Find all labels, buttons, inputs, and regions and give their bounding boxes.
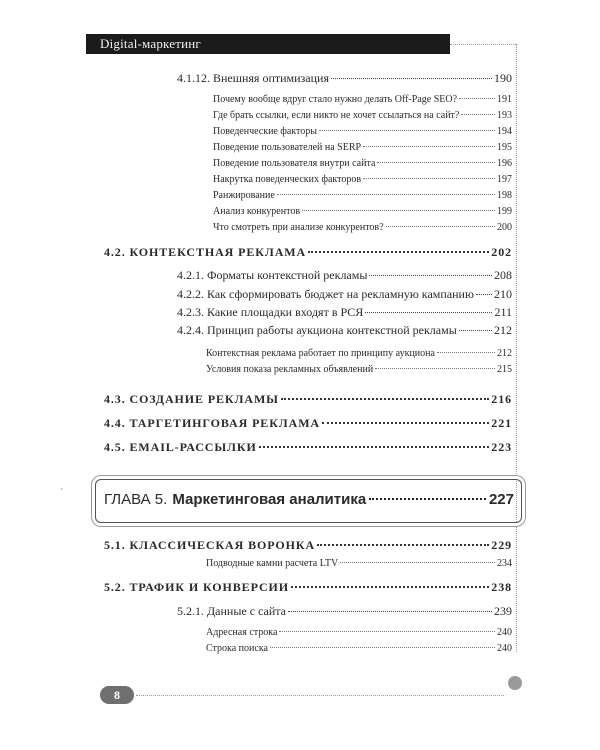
toc-section-title: 4.4. ТАРГЕТИНГОВАЯ РЕКЛАМА [104, 416, 320, 430]
toc-entry-page: 239 [494, 604, 512, 618]
dot-leader [259, 446, 490, 448]
toc-entry-4-2-4[interactable] [177, 323, 512, 338]
toc-section-4-2[interactable] [104, 245, 512, 260]
toc-section-page: 229 [491, 538, 512, 552]
dot-leader [363, 178, 495, 179]
dot-leader [279, 631, 495, 632]
dot-leader [288, 611, 492, 612]
toc-entry-page: 240 [497, 643, 512, 654]
dot-leader [377, 162, 495, 163]
dot-leader [365, 312, 492, 313]
toc-entry-page: 191 [497, 94, 512, 105]
dot-leader [270, 647, 495, 648]
toc-section-title: 4.2. КОНТЕКСТНАЯ РЕКЛАМА [104, 245, 307, 259]
dot-leader [459, 98, 495, 99]
toc-section-5-1[interactable] [104, 538, 512, 553]
toc-entry-title: Где брать ссылки, если никто не хочет ссылаться на сайт? [213, 110, 460, 121]
toc-subentry[interactable] [213, 142, 512, 153]
toc-subentry[interactable] [206, 627, 512, 638]
toc-entry-title: Строка поиска [206, 643, 268, 654]
toc-chapter-5[interactable] [104, 491, 514, 508]
dot-leader [375, 368, 495, 369]
toc-entry-title: Подводные камни расчета LTV [206, 558, 339, 569]
toc-entry-title: Что смотреть при анализе конкурентов? [213, 222, 384, 233]
toc-entry-title: 5.2.1. Данные с сайта [177, 604, 287, 618]
toc-entry-page: 210 [494, 287, 512, 301]
toc-entry-title: Ранжирование [213, 190, 275, 201]
toc-section-title: 4.3. СОЗДАНИЕ РЕКЛАМЫ [104, 392, 279, 406]
toc-entry-page: 199 [497, 206, 512, 217]
header-divider [450, 44, 516, 45]
toc-section-title: 5.2. ТРАФИК И КОНВЕРСИИ [104, 580, 289, 594]
toc-entry-page: 211 [494, 305, 512, 319]
dot-leader [369, 275, 492, 276]
toc-entry-page: 212 [497, 348, 512, 359]
toc-subentry[interactable] [206, 364, 512, 375]
toc-entry-page: 190 [494, 71, 512, 85]
dot-leader [322, 422, 489, 424]
dot-leader [476, 294, 492, 295]
toc-entry-4-2-2[interactable] [177, 287, 512, 302]
toc-entry-title: 4.2.4. Принцип работы аукциона контекстной рекламы [177, 323, 457, 337]
dot-leader [319, 130, 495, 131]
footer-divider [136, 695, 504, 696]
toc-entry-page: 194 [497, 126, 512, 137]
toc-subentry[interactable] [206, 643, 512, 654]
footer-circle-ornament [508, 676, 522, 690]
margin-rule [516, 44, 517, 652]
toc-section-page: 223 [491, 440, 512, 454]
toc-subentry[interactable] [213, 126, 512, 137]
dot-leader [369, 498, 486, 500]
toc-entry-title: 4.2.2. Как сформировать бюджет на рекламную кампанию [177, 287, 474, 301]
toc-entry-title: 4.2.3. Какие площадки входят в РСЯ [177, 305, 364, 319]
toc-entry-title: Поведенческие факторы [213, 126, 317, 137]
chapter-number: ГЛАВА 5. [104, 491, 168, 508]
dot-leader [340, 562, 495, 563]
toc-entry-page: 234 [497, 558, 512, 569]
toc-subentry[interactable] [213, 158, 512, 169]
toc-subentry[interactable] [213, 222, 512, 233]
toc-section-page: 202 [491, 245, 512, 259]
dot-leader [437, 352, 495, 353]
header-title: Digital-маркетинг [100, 36, 201, 51]
toc-entry-title: Адресная строка [206, 627, 278, 638]
toc-entry-page: 208 [494, 268, 512, 282]
toc-entry-page: 215 [497, 364, 512, 375]
dot-leader [459, 330, 492, 331]
dot-leader [331, 78, 492, 79]
toc-entry-title: Накрутка поведенческих факторов [213, 174, 362, 185]
toc-section-title: 4.5. EMAIL-РАССЫЛКИ [104, 440, 257, 454]
toc-section-page: 221 [491, 416, 512, 430]
toc-entry-title: Анализ конкурентов [213, 206, 301, 217]
toc-entry-title: Поведение пользователя внутри сайта [213, 158, 376, 169]
toc-section-4-3[interactable] [104, 392, 512, 407]
chapter-title: Маркетинговая аналитика [172, 491, 367, 508]
toc-section-4-4[interactable] [104, 416, 512, 431]
dot-leader [281, 398, 489, 400]
toc-entry-page: 198 [497, 190, 512, 201]
toc-entry-page: 195 [497, 142, 512, 153]
toc-entry-4-2-1[interactable] [177, 268, 512, 283]
toc-section-title: 5.1. КЛАССИЧЕСКАЯ ВОРОНКА [104, 538, 316, 552]
toc-entry-4-2-3[interactable] [177, 305, 512, 320]
page-number: 8 [114, 688, 120, 702]
toc-entry-page: 193 [497, 110, 512, 121]
toc-subentry[interactable] [213, 110, 512, 121]
dot-leader [308, 251, 489, 253]
toc-section-page: 216 [491, 392, 512, 406]
dot-leader [277, 194, 495, 195]
toc-subentry[interactable] [206, 348, 512, 359]
toc-subentry[interactable] [206, 558, 512, 569]
toc-entry-4-1-12[interactable] [177, 71, 512, 86]
toc-entry-title: 4.2.1. Форматы контекстной рекламы [177, 268, 368, 282]
toc-entry-page: 240 [497, 627, 512, 638]
page-number-badge [100, 686, 134, 704]
dot-leader [461, 114, 495, 115]
margin-mark: ´ [60, 488, 64, 499]
chapter-page: 227 [488, 491, 514, 508]
dot-leader [386, 226, 495, 227]
dot-leader [302, 210, 495, 211]
toc-entry-5-2-1[interactable] [177, 604, 512, 619]
toc-entry-title: 4.1.12. Внешняя оптимизация [177, 71, 329, 85]
dot-leader [291, 586, 489, 588]
toc-subentry[interactable] [213, 94, 512, 105]
toc-section-4-5[interactable] [104, 440, 512, 455]
dot-leader [363, 146, 495, 147]
toc-entry-title: Почему вообще вдруг стало нужно делать Off-Page SEO? [213, 94, 458, 105]
toc-section-5-2[interactable] [104, 580, 512, 595]
toc-subentry[interactable] [213, 206, 512, 217]
toc-section-page: 238 [491, 580, 512, 594]
toc-subentry[interactable] [213, 174, 512, 185]
toc-entry-title: Условия показа рекламных объявлений [206, 364, 374, 375]
dot-leader [317, 544, 489, 546]
toc-entry-title: Поведение пользователей на SERP [213, 142, 362, 153]
toc-entry-page: 197 [497, 174, 512, 185]
toc-subentry[interactable] [213, 190, 512, 201]
toc-entry-title: Контекстная реклама работает по принципу аукциона [206, 348, 435, 359]
toc-entry-page: 212 [494, 323, 512, 337]
toc-entry-page: 196 [497, 158, 512, 169]
toc-entry-page: 200 [497, 222, 512, 233]
running-header [86, 34, 450, 54]
